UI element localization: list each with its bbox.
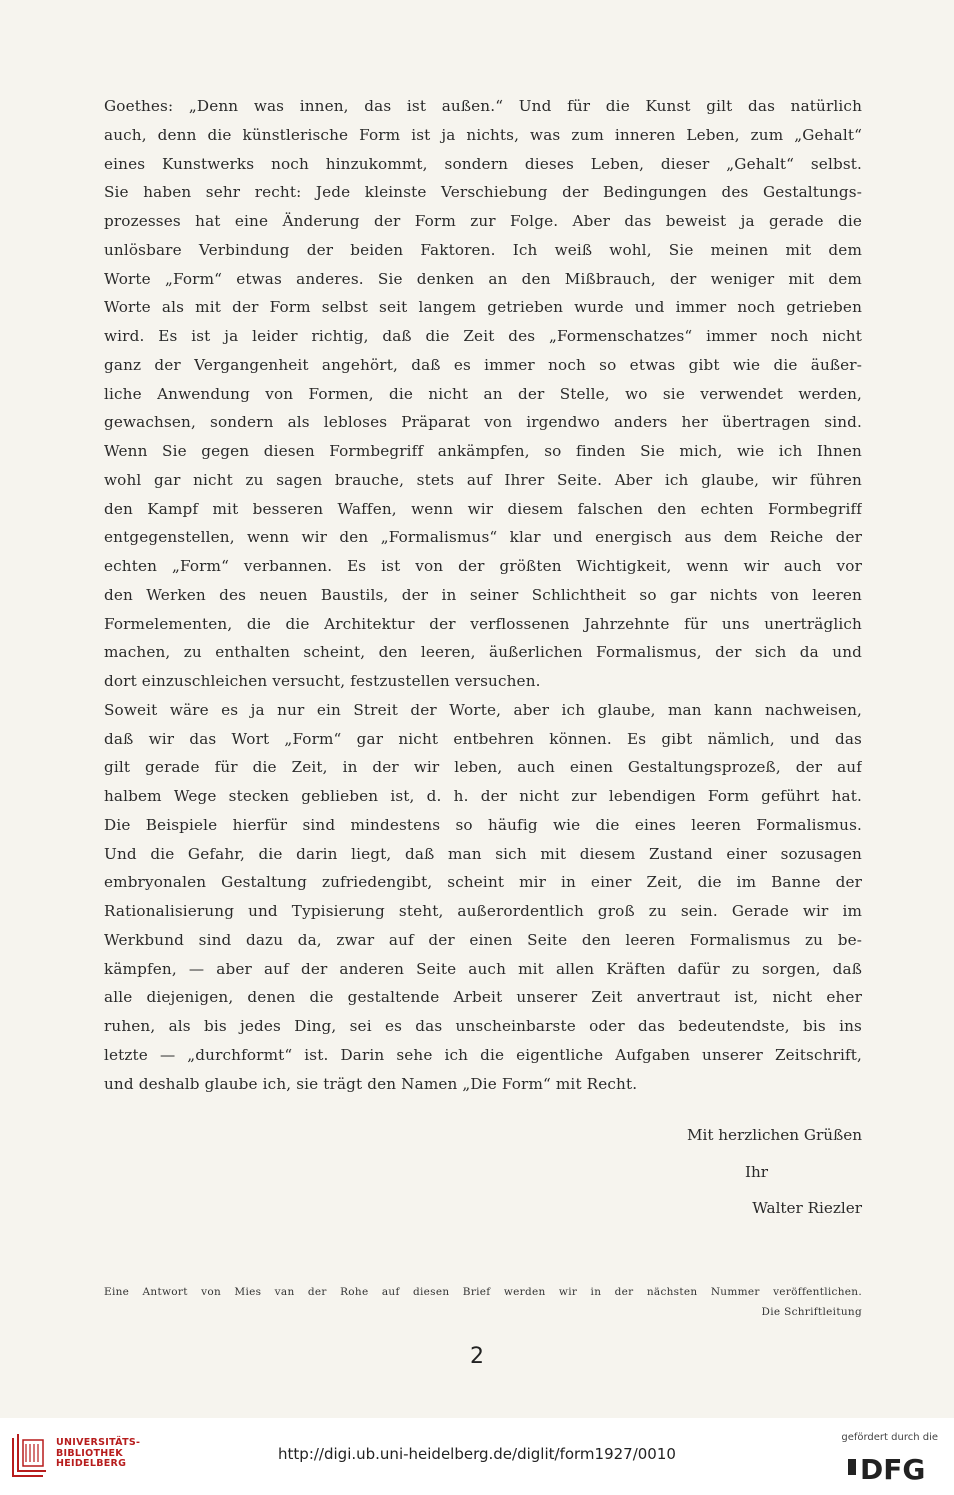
text-line: auch, denn die künstlerische Form ist ja nichts, was zum inneren Leben, zum „Gehalt“ xyxy=(104,125,862,144)
text-line: prozesses hat eine Änderung der Form zur Folge. Aber das beweist ja gerade die xyxy=(104,212,862,230)
text-line: wird. Es ist ja leider richtig, daß die Zeit des „Formenschatzes“ immer noch nicht xyxy=(104,327,862,345)
text-line: daß wir das Wort „Form“ gar nicht entbehren können. Es gibt nämlich, und das xyxy=(104,729,862,748)
closing-greeting: Mit herzlichen Grüßen xyxy=(686,1126,862,1144)
text-line: Sie haben sehr recht: Jede kleinste Verschiebung der Bedingungen des Gestaltungs- xyxy=(104,183,862,202)
text-line: Goethes: „Denn was innen, das ist außen.“ Und für die Kunst gilt das natürlich xyxy=(104,97,862,115)
editorial-footnote: Eine Antwort von Mies van der Rohe auf diesen Brief werden wir in der nächsten Nummer veröffentlichen. xyxy=(104,1286,862,1298)
library-line-1: UNIVERSITÄTS- xyxy=(56,1437,141,1448)
text-line: Soweit wäre es ja nur ein Streit der Worte, aber ich glaube, man kann nachweisen, xyxy=(104,700,862,719)
text-line: letzte — „durchformt“ ist. Darin sehe ich die eigentliche Aufgaben unserer Zeitschrift, xyxy=(104,1045,862,1064)
text-line: entgegenstellen, wenn wir den „Formalismus“ klar und energisch aus dem Reiche der xyxy=(104,528,862,547)
text-line: dort einzuschleichen versucht, festzustellen versuchen. xyxy=(104,672,541,690)
text-line: embryonalen Gestaltung zufriedengibt, scheint mir in einer Zeit, die im Banne der xyxy=(104,873,862,892)
text-line: den Kampf mit besseren Waffen, wenn wir diesem falschen den echten Formbegriff xyxy=(104,499,862,518)
editorial-attribution: Die Schriftleitung xyxy=(761,1306,862,1318)
dfg-logo-text: DFG xyxy=(860,1453,926,1482)
text-line: kämpfen, — aber auf der anderen Seite auch mit allen Kräften dafür zu sorgen, daß xyxy=(104,959,862,978)
text-line: den Werken des neuen Baustils, der in seiner Schlichtheit so gar nichts von leeren xyxy=(104,585,862,604)
viewer-footer xyxy=(0,1418,954,1495)
letter-body xyxy=(104,92,862,1098)
text-line: Die Beispiele hierfür sind mindestens so häufig wie die eines leeren Formalismus. xyxy=(104,815,862,834)
text-line: und deshalb glaube ich, sie trägt den Namen „Die Form“ mit Recht. xyxy=(104,1074,638,1093)
library-line-3: HEIDELBERG xyxy=(56,1458,127,1469)
text-line: eines Kunstwerks noch hinzukommt, sondern dieses Leben, dieser „Gehalt“ selbst. xyxy=(104,154,862,173)
text-line: gewachsen, sondern als lebloses Präparat von irgendwo anders her übertragen sind. xyxy=(104,413,862,432)
closing-pronoun: Ihr xyxy=(744,1163,768,1181)
page-number: 2 xyxy=(470,1344,484,1369)
text-line: machen, zu enthalten scheint, den leeren, äußerlichen Formalismus, der sich da und xyxy=(104,643,862,662)
text-line: echten „Form“ verbannen. Es ist von der größten Wichtigkeit, wenn wir auch vor xyxy=(104,557,862,575)
text-line: alle diejenigen, denen die gestaltende Arbeit unserer Zeit anvertraut ist, nicht eher xyxy=(104,988,862,1007)
text-line: Wenn Sie gegen diesen Formbegriff ankämpfen, so finden Sie mich, wie ich Ihnen xyxy=(104,442,862,460)
text-line: liche Anwendung von Formen, die nicht an der Stelle, wo sie verwendet werden, xyxy=(104,384,862,403)
signature: Walter Riezler xyxy=(752,1199,862,1217)
text-line: Und die Gefahr, die darin liegt, daß man sich mit diesem Zustand einer sozusagen xyxy=(104,844,862,863)
permalink-url[interactable]: http://digi.ub.uni-heidelberg.de/diglit/form1927/0010 xyxy=(278,1445,676,1463)
library-line-2: BIBLIOTHEK xyxy=(56,1447,123,1459)
text-line: ganz der Vergangenheit angehört, daß es immer noch so etwas gibt wie die äußer- xyxy=(104,355,862,374)
text-line: halbem Wege stecken geblieben ist, d. h. der nicht zur lebendigen Form geführt hat. xyxy=(104,787,862,805)
funding-label: gefördert durch die xyxy=(841,1432,938,1443)
text-line: Werkbund sind dazu da, zwar auf der einen Seite den leeren Formalismus zu be- xyxy=(104,930,862,949)
text-line: Worte „Form“ etwas anderes. Sie denken an den Mißbrauch, der weniger mit dem xyxy=(104,269,862,288)
text-line: unlösbare Verbindung der beiden Faktoren. Ich weiß wohl, Sie meinen mit dem xyxy=(104,240,862,259)
text-line: gilt gerade für die Zeit, in der wir leben, auch einen Gestaltungsprozeß, der auf xyxy=(104,758,862,777)
dfg-logo-icon xyxy=(848,1452,940,1482)
text-line: Rationalisierung und Typisierung steht, außerordentlich groß zu sein. Gerade wir im xyxy=(104,902,862,920)
text-line: Formelementen, die die Architektur der verflossenen Jahrzehnte für uns unerträglich xyxy=(104,614,862,633)
text-line: ruhen, als bis jedes Ding, sei es das unscheinbarste oder das bedeutendste, bis ins xyxy=(104,1017,862,1035)
text-line: wohl gar nicht zu sagen brauche, stets auf Ihrer Seite. Aber ich glaube, wir führen xyxy=(104,470,862,489)
text-line: Worte als mit der Form selbst seit langem getrieben wurde und immer noch getrieben xyxy=(104,298,862,317)
